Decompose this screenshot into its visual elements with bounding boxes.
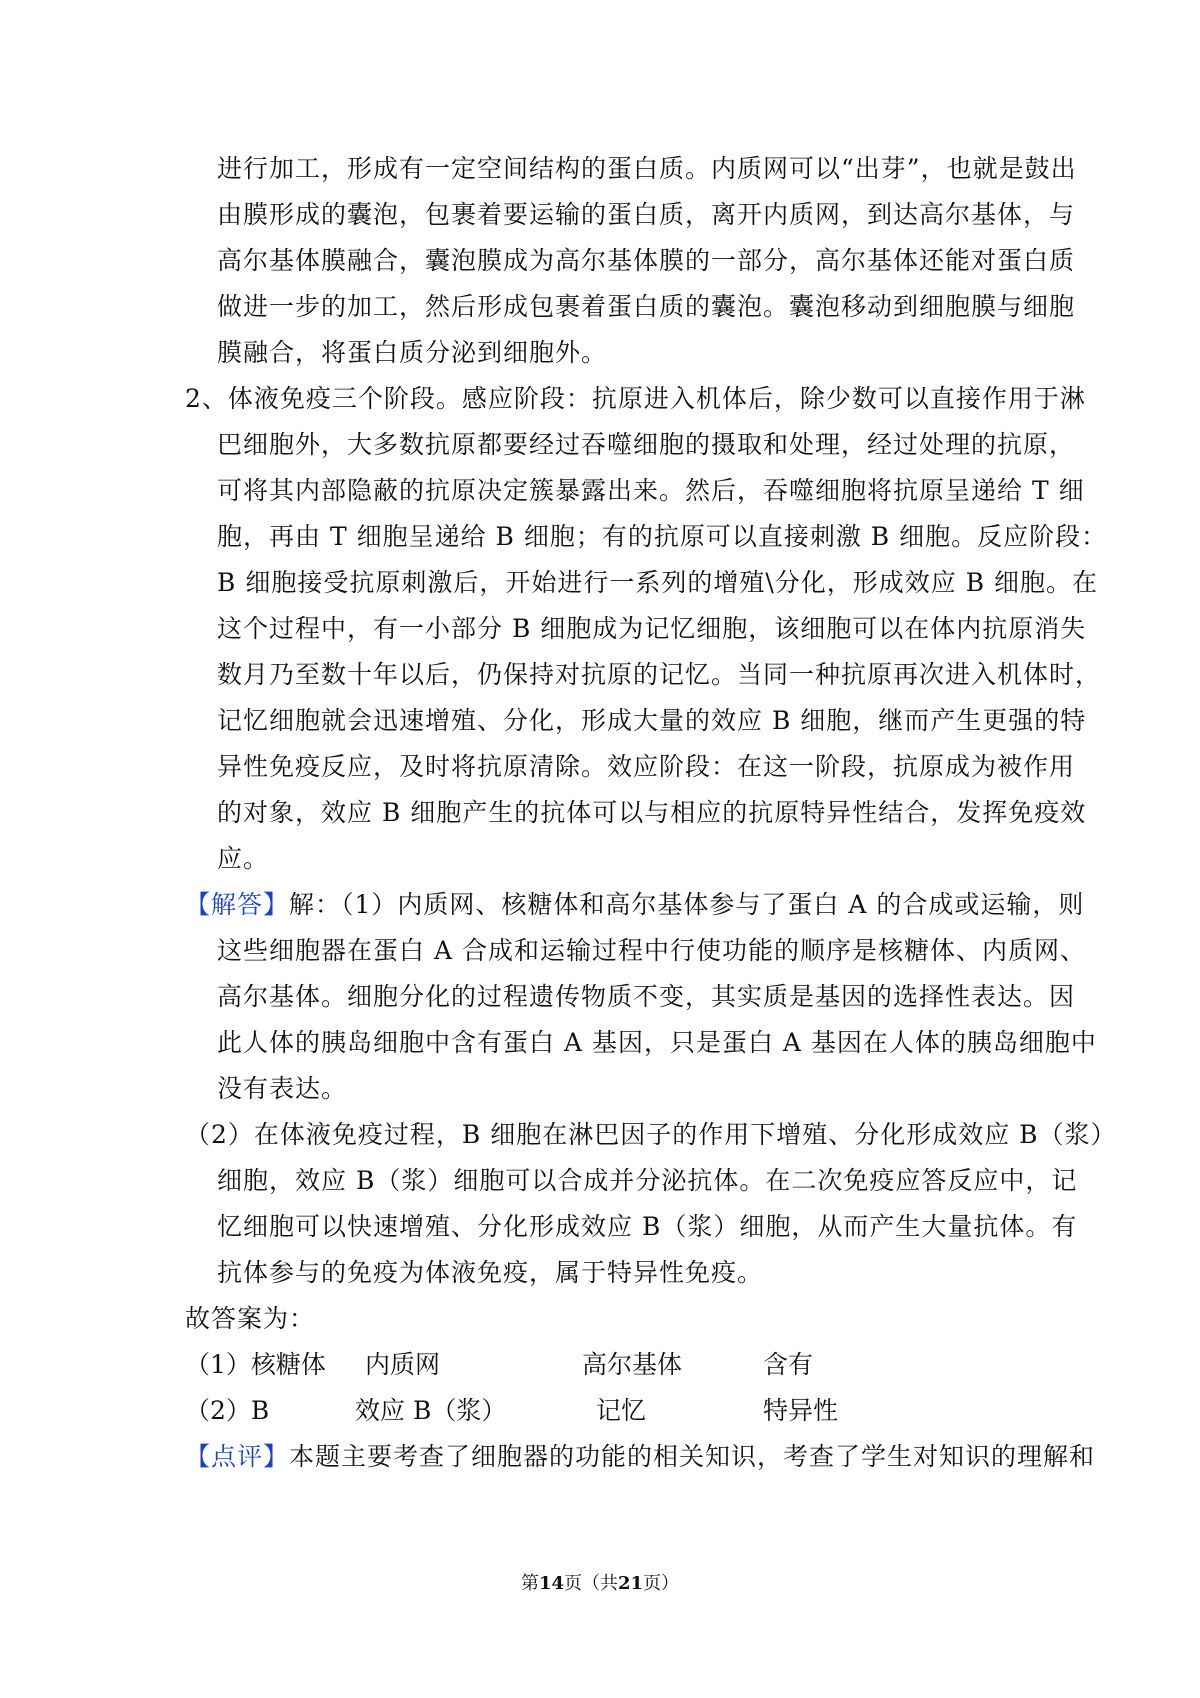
current-page-number: 14 xyxy=(538,1573,564,1594)
review-text: 本题主要考查了细胞器的功能的相关知识，考查了学生对知识的理解和 xyxy=(289,1442,1096,1471)
text-line: B 细胞接受抗原刺激后，开始进行一系列的增殖\分化，形成效应 B 细胞。在 xyxy=(217,568,1099,597)
answer-cell: 高尔基体 xyxy=(582,1350,683,1379)
answer-first-line xyxy=(185,888,1084,922)
total-pages-number: 21 xyxy=(618,1573,644,1594)
text-line: 忆细胞可以快速增殖、分化形成效应 B（浆）细胞，从而产生大量抗体。有 xyxy=(217,1212,1078,1241)
text-line: 这些细胞器在蛋白 A 合成和运输过程中行使功能的顺序是核糖体、内质网、 xyxy=(217,936,1086,965)
text-line: 可将其内部隐蔽的抗原决定簇暴露出来。然后，吞噬细胞将抗原呈递给 T 细 xyxy=(217,476,1085,505)
answer-lead: 故答案为： xyxy=(185,1304,316,1333)
review-tag: 【点评】 xyxy=(185,1442,290,1471)
text-line: 记忆细胞就会迅速增殖、分化，形成大量的效应 B 细胞，继而产生更强的特 xyxy=(217,706,1087,735)
text-line: 的对象，效应 B 细胞产生的抗体可以与相应的抗原特异性结合，发挥免疫效 xyxy=(217,798,1087,827)
text-line: 异性免疫反应，及时将抗原清除。效应阶段：在这一阶段，抗原成为被作用 xyxy=(217,752,1076,781)
text-line: 细胞，效应 B（浆）细胞可以合成并分泌抗体。在二次免疫应答反应中，记 xyxy=(217,1166,1078,1195)
answer-text: 解：（1）内质网、核糖体和高尔基体参与了蛋白 A 的合成或运输，则 xyxy=(289,890,1085,919)
answer-cell: 效应 B（浆） xyxy=(355,1396,507,1425)
text-line: 此人体的胰岛细胞中含有蛋白 A 基因，只是蛋白 A 基因在人体的胰岛细胞中 xyxy=(217,1028,1097,1057)
text-line: 进行加工，形成有一定空间结构的蛋白质。内质网可以“出芽”，也就是鼓出 xyxy=(217,154,1077,183)
answer-cell: 记忆 xyxy=(596,1396,647,1425)
text-line: 高尔基体。细胞分化的过程遗传物质不变，其实质是基因的选择性表达。因 xyxy=(217,982,1076,1011)
text-line: 巴细胞外，大多数抗原都要经过吞噬细胞的摄取和处理，经过处理的抗原， xyxy=(217,430,1076,459)
footer-suffix: 页） xyxy=(643,1573,680,1594)
text-line: 2、体液免疫三个阶段。感应阶段：抗原进入机体后，除少数可以直接作用于淋 xyxy=(185,384,1086,413)
answer-cell: （2）B xyxy=(185,1396,270,1425)
answer-cell: 内质网 xyxy=(365,1350,441,1379)
text-line: 膜融合，将蛋白质分泌到细胞外。 xyxy=(217,338,608,367)
text-line: 数月乃至数十年以后，仍保持对抗原的记忆。当同一种抗原再次进入机体时， xyxy=(217,660,1102,689)
text-line: 应。 xyxy=(217,844,270,873)
text-line: 做进一步的加工，然后形成包裹着蛋白质的囊泡。囊泡移动到细胞膜与细胞 xyxy=(217,292,1076,321)
review-line xyxy=(185,1440,1095,1474)
answer-tag: 【解答】 xyxy=(185,890,290,919)
text-line: 由膜形成的囊泡，包裹着要运输的蛋白质，离开内质网，到达高尔基体，与 xyxy=(217,200,1076,229)
footer-prefix: 第 xyxy=(520,1573,539,1594)
text-line: 胞，再由 T 细胞呈递给 B 细胞；有的抗原可以直接刺激 B 细胞。反应阶段： xyxy=(217,522,1108,551)
text-line: 这个过程中，有一小部分 B 细胞成为记忆细胞，该细胞可以在体内抗原消失 xyxy=(217,614,1087,643)
footer-middle: 页（共 xyxy=(564,1573,618,1594)
answer-cell: 含有 xyxy=(763,1350,814,1379)
text-line: 高尔基体膜融合，囊泡膜成为高尔基体膜的一部分，高尔基体还能对蛋白质 xyxy=(217,246,1076,275)
text-line: 没有表达。 xyxy=(217,1074,348,1103)
page-footer xyxy=(0,1572,1200,1596)
text-line: 抗体参与的免疫为体液免疫，属于特异性免疫。 xyxy=(217,1258,764,1287)
text-line: （2）在体液免疫过程，B 细胞在淋巴因子的作用下增殖、分化形成效应 B（浆） xyxy=(185,1120,1117,1149)
answer-cell: 特异性 xyxy=(763,1396,839,1425)
answer-cell: （1）核糖体 xyxy=(185,1350,326,1379)
